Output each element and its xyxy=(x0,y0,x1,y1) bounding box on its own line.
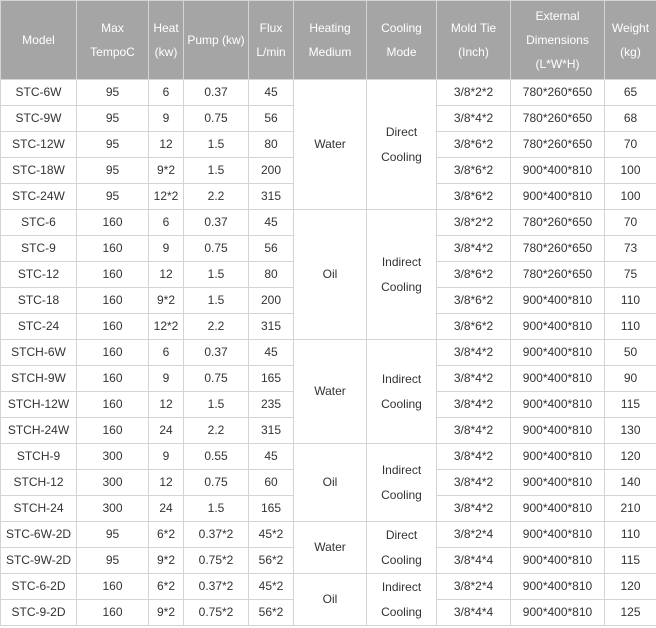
cell-pump: 0.37*2 xyxy=(184,574,249,600)
cell-weight: 130 xyxy=(605,418,656,444)
cell-mold-tie: 3/8*6*2 xyxy=(437,314,511,340)
header-label: Mold Tie xyxy=(450,21,497,35)
table-row xyxy=(1,210,656,236)
cell-mold-tie: 3/8*6*2 xyxy=(437,184,511,210)
heating-medium-label: Oil xyxy=(322,475,338,489)
cell-cooling-mode xyxy=(367,80,437,210)
cell-flux: 45 xyxy=(249,444,294,470)
cell-flux: 45 xyxy=(249,340,294,366)
cell-heat: 12 xyxy=(149,470,184,496)
cell-model: STC-6-2D xyxy=(1,574,77,600)
cell-max-temp: 160 xyxy=(77,392,149,418)
cell-heating-medium xyxy=(294,522,367,574)
cell-model: STC-18 xyxy=(1,288,77,314)
cell-pump: 2.2 xyxy=(184,184,249,210)
cell-external-dimensions: 900*400*810 xyxy=(511,392,605,418)
cell-mold-tie: 3/8*4*2 xyxy=(437,496,511,522)
cell-pump: 0.75 xyxy=(184,106,249,132)
cell-mold-tie: 3/8*4*4 xyxy=(437,548,511,574)
header-cooling-mode xyxy=(367,1,437,80)
cooling-mode-label: Cooling xyxy=(381,396,422,411)
cell-heat: 6 xyxy=(149,80,184,106)
cell-max-temp: 160 xyxy=(77,314,149,340)
header-label: (L*W*H) xyxy=(535,57,580,71)
cell-flux: 45*2 xyxy=(249,522,294,548)
cell-mold-tie: 3/8*4*2 xyxy=(437,392,511,418)
cell-model: STCH-12W xyxy=(1,392,77,418)
cell-model: STC-6W xyxy=(1,80,77,106)
cell-heat: 12 xyxy=(149,392,184,418)
header-label: (Inch) xyxy=(458,45,489,59)
cell-model: STCH-12 xyxy=(1,470,77,496)
cell-model: STC-24 xyxy=(1,314,77,340)
cell-external-dimensions: 900*400*810 xyxy=(511,184,605,210)
cell-weight: 100 xyxy=(605,158,656,184)
cell-model: STC-6W-2D xyxy=(1,522,77,548)
header-label: (kg) xyxy=(620,45,641,59)
cell-heat: 9*2 xyxy=(149,158,184,184)
cell-external-dimensions: 900*400*810 xyxy=(511,288,605,314)
header-max-temp xyxy=(77,1,149,80)
header-label: Flux xyxy=(259,21,283,35)
cell-heat: 6 xyxy=(149,210,184,236)
cell-weight: 100 xyxy=(605,184,656,210)
cell-heat: 9*2 xyxy=(149,548,184,574)
cell-max-temp: 160 xyxy=(77,210,149,236)
cell-external-dimensions: 900*400*810 xyxy=(511,600,605,626)
cell-weight: 50 xyxy=(605,340,656,366)
cell-mold-tie: 3/8*4*2 xyxy=(437,236,511,262)
heating-medium-label: Water xyxy=(314,384,346,398)
cooling-mode-label: Indirect xyxy=(381,371,422,386)
cell-external-dimensions: 900*400*810 xyxy=(511,470,605,496)
cell-max-temp: 160 xyxy=(77,262,149,288)
header-model xyxy=(1,1,77,80)
cell-flux: 45 xyxy=(249,210,294,236)
cell-heat: 12 xyxy=(149,262,184,288)
cooling-mode-label: Direct xyxy=(385,124,418,139)
cell-cooling-mode xyxy=(367,522,437,574)
cell-pump: 1.5 xyxy=(184,288,249,314)
header-heat xyxy=(149,1,184,80)
cell-heat: 6*2 xyxy=(149,574,184,600)
cell-pump: 0.55 xyxy=(184,444,249,470)
cell-pump: 0.75 xyxy=(184,470,249,496)
cell-model: STC-9-2D xyxy=(1,600,77,626)
cell-pump: 1.5 xyxy=(184,132,249,158)
header-flux xyxy=(249,1,294,80)
cell-model: STC-9 xyxy=(1,236,77,262)
header-label: TempoC xyxy=(90,45,135,59)
header-label: Model xyxy=(22,33,55,47)
cell-cooling-mode xyxy=(367,574,437,626)
table-row xyxy=(1,522,656,548)
cell-heat: 12 xyxy=(149,132,184,158)
header-label: External xyxy=(535,9,580,23)
cell-weight: 120 xyxy=(605,444,656,470)
cell-mold-tie: 3/8*4*2 xyxy=(437,340,511,366)
cell-max-temp: 160 xyxy=(77,418,149,444)
header-label: (kw) xyxy=(154,45,178,59)
cooling-mode-label: Indirect xyxy=(381,579,422,594)
cell-pump: 0.37 xyxy=(184,210,249,236)
cell-mold-tie: 3/8*4*4 xyxy=(437,600,511,626)
cell-heat: 6*2 xyxy=(149,522,184,548)
cell-mold-tie: 3/8*6*2 xyxy=(437,132,511,158)
table-row xyxy=(1,340,656,366)
cell-mold-tie: 3/8*6*2 xyxy=(437,262,511,288)
heating-medium-label: Water xyxy=(314,137,346,151)
cell-heating-medium xyxy=(294,340,367,444)
cell-pump: 2.2 xyxy=(184,418,249,444)
cell-model: STC-18W xyxy=(1,158,77,184)
cell-flux: 200 xyxy=(249,288,294,314)
cell-model: STC-9W xyxy=(1,106,77,132)
header-label: Heating xyxy=(309,21,351,35)
cell-mold-tie: 3/8*4*2 xyxy=(437,444,511,470)
cell-external-dimensions: 780*260*650 xyxy=(511,236,605,262)
cell-cooling-mode xyxy=(367,210,437,340)
cell-pump: 0.75*2 xyxy=(184,600,249,626)
cell-heat: 9 xyxy=(149,366,184,392)
cell-pump: 1.5 xyxy=(184,496,249,522)
cell-weight: 65 xyxy=(605,80,656,106)
cell-max-temp: 95 xyxy=(77,184,149,210)
cell-flux: 56*2 xyxy=(249,548,294,574)
cell-heating-medium xyxy=(294,80,367,210)
header-row xyxy=(1,1,656,80)
cell-model: STCH-24 xyxy=(1,496,77,522)
cooling-mode-label: Cooling xyxy=(381,552,422,567)
cell-external-dimensions: 900*400*810 xyxy=(511,158,605,184)
cell-weight: 120 xyxy=(605,574,656,600)
header-label: L/min xyxy=(256,45,286,59)
cell-external-dimensions: 900*400*810 xyxy=(511,522,605,548)
cell-model: STCH-9W xyxy=(1,366,77,392)
cell-weight: 73 xyxy=(605,236,656,262)
header-heating-medium xyxy=(294,1,367,80)
cell-heating-medium xyxy=(294,210,367,340)
cell-max-temp: 95 xyxy=(77,158,149,184)
cell-external-dimensions: 780*260*650 xyxy=(511,80,605,106)
cell-pump: 0.37 xyxy=(184,340,249,366)
heating-medium-label: Oil xyxy=(322,592,338,606)
cell-flux: 200 xyxy=(249,158,294,184)
cell-max-temp: 300 xyxy=(77,444,149,470)
cell-weight: 110 xyxy=(605,522,656,548)
cell-weight: 70 xyxy=(605,132,656,158)
heating-medium-label: Water xyxy=(314,540,346,554)
cell-flux: 56*2 xyxy=(249,600,294,626)
cell-weight: 90 xyxy=(605,366,656,392)
header-external-dimensions xyxy=(511,1,605,80)
cell-pump: 1.5 xyxy=(184,262,249,288)
cell-flux: 80 xyxy=(249,262,294,288)
cell-max-temp: 95 xyxy=(77,106,149,132)
cell-flux: 56 xyxy=(249,106,294,132)
cell-pump: 0.75 xyxy=(184,366,249,392)
cell-weight: 210 xyxy=(605,496,656,522)
cell-model: STCH-9 xyxy=(1,444,77,470)
cell-heat: 9*2 xyxy=(149,600,184,626)
cell-external-dimensions: 900*400*810 xyxy=(511,418,605,444)
cell-model: STC-24W xyxy=(1,184,77,210)
cell-external-dimensions: 780*260*650 xyxy=(511,262,605,288)
header-label: Max xyxy=(101,21,124,35)
cell-max-temp: 160 xyxy=(77,366,149,392)
header-label: Cooling xyxy=(381,21,422,35)
cell-model: STC-9W-2D xyxy=(1,548,77,574)
header-label: Heat xyxy=(153,21,179,35)
cell-max-temp: 95 xyxy=(77,80,149,106)
cell-model: STC-12 xyxy=(1,262,77,288)
cell-heat: 12*2 xyxy=(149,184,184,210)
cell-pump: 0.37 xyxy=(184,80,249,106)
cell-max-temp: 95 xyxy=(77,548,149,574)
cell-pump: 0.37*2 xyxy=(184,522,249,548)
cooling-mode-label: Cooling xyxy=(381,604,422,619)
cell-flux: 235 xyxy=(249,392,294,418)
cell-mold-tie: 3/8*2*2 xyxy=(437,80,511,106)
cell-heat: 9*2 xyxy=(149,288,184,314)
cell-weight: 115 xyxy=(605,392,656,418)
cell-external-dimensions: 780*260*650 xyxy=(511,210,605,236)
cell-pump: 2.2 xyxy=(184,314,249,340)
cell-weight: 115 xyxy=(605,548,656,574)
cell-mold-tie: 3/8*2*4 xyxy=(437,522,511,548)
cell-flux: 315 xyxy=(249,184,294,210)
cell-weight: 75 xyxy=(605,262,656,288)
cell-max-temp: 95 xyxy=(77,522,149,548)
header-label: Weight xyxy=(611,21,650,35)
header-pump xyxy=(184,1,249,80)
cell-mold-tie: 3/8*2*4 xyxy=(437,574,511,600)
cell-flux: 165 xyxy=(249,496,294,522)
cell-model: STCH-24W xyxy=(1,418,77,444)
table-row xyxy=(1,574,656,600)
cell-model: STCH-6W xyxy=(1,340,77,366)
table-row xyxy=(1,444,656,470)
cell-external-dimensions: 900*400*810 xyxy=(511,496,605,522)
header-label: Dimensions xyxy=(526,33,589,47)
cell-external-dimensions: 900*400*810 xyxy=(511,548,605,574)
cell-mold-tie: 3/8*4*2 xyxy=(437,106,511,132)
cooling-mode-label: Direct xyxy=(385,527,418,542)
cell-model: STC-12W xyxy=(1,132,77,158)
cell-max-temp: 300 xyxy=(77,496,149,522)
cell-pump: 0.75 xyxy=(184,236,249,262)
cell-heat: 9 xyxy=(149,236,184,262)
cell-max-temp: 95 xyxy=(77,132,149,158)
cell-weight: 68 xyxy=(605,106,656,132)
cell-external-dimensions: 780*260*650 xyxy=(511,132,605,158)
cell-external-dimensions: 780*260*650 xyxy=(511,106,605,132)
cell-external-dimensions: 900*400*810 xyxy=(511,574,605,600)
cell-flux: 315 xyxy=(249,314,294,340)
table-row xyxy=(1,80,656,106)
cell-mold-tie: 3/8*4*2 xyxy=(437,366,511,392)
cell-flux: 165 xyxy=(249,366,294,392)
cooling-mode-label: Indirect xyxy=(381,254,422,269)
cell-heat: 24 xyxy=(149,496,184,522)
cell-heat: 6 xyxy=(149,340,184,366)
cell-heat: 9 xyxy=(149,444,184,470)
cell-heat: 24 xyxy=(149,418,184,444)
cell-mold-tie: 3/8*6*2 xyxy=(437,158,511,184)
cell-flux: 56 xyxy=(249,236,294,262)
cell-flux: 45 xyxy=(249,80,294,106)
cell-pump: 1.5 xyxy=(184,158,249,184)
cell-max-temp: 160 xyxy=(77,340,149,366)
cell-weight: 70 xyxy=(605,210,656,236)
header-weight xyxy=(605,1,656,80)
cell-heating-medium xyxy=(294,444,367,522)
heating-medium-label: Oil xyxy=(322,267,338,281)
cell-flux: 45*2 xyxy=(249,574,294,600)
header-label: Pump (kw) xyxy=(187,33,245,47)
header-mold-tie xyxy=(437,1,511,80)
cell-max-temp: 160 xyxy=(77,600,149,626)
cooling-mode-label: Cooling xyxy=(381,279,422,294)
cell-weight: 125 xyxy=(605,600,656,626)
cell-heat: 9 xyxy=(149,106,184,132)
cell-max-temp: 160 xyxy=(77,236,149,262)
header-label: Mode xyxy=(386,45,417,59)
cell-mold-tie: 3/8*4*2 xyxy=(437,418,511,444)
cell-heat: 12*2 xyxy=(149,314,184,340)
cell-external-dimensions: 900*400*810 xyxy=(511,314,605,340)
cell-flux: 60 xyxy=(249,470,294,496)
cell-heating-medium xyxy=(294,574,367,626)
cell-pump: 0.75*2 xyxy=(184,548,249,574)
cell-mold-tie: 3/8*2*2 xyxy=(437,210,511,236)
cell-max-temp: 300 xyxy=(77,470,149,496)
cell-max-temp: 160 xyxy=(77,288,149,314)
cell-external-dimensions: 900*400*810 xyxy=(511,444,605,470)
header-label: Medium xyxy=(308,45,352,59)
cell-flux: 315 xyxy=(249,418,294,444)
cell-cooling-mode xyxy=(367,444,437,522)
cell-external-dimensions: 900*400*810 xyxy=(511,366,605,392)
cell-weight: 110 xyxy=(605,288,656,314)
cell-pump: 1.5 xyxy=(184,392,249,418)
cell-cooling-mode xyxy=(367,340,437,444)
cooling-mode-label: Cooling xyxy=(381,487,422,502)
cell-model: STC-6 xyxy=(1,210,77,236)
cooling-mode-label: Indirect xyxy=(381,462,422,477)
cell-max-temp: 160 xyxy=(77,574,149,600)
cell-mold-tie: 3/8*6*2 xyxy=(437,288,511,314)
cell-external-dimensions: 900*400*810 xyxy=(511,340,605,366)
cell-flux: 80 xyxy=(249,132,294,158)
cell-weight: 110 xyxy=(605,314,656,340)
cell-weight: 140 xyxy=(605,470,656,496)
cooling-mode-label: Cooling xyxy=(381,149,422,164)
table-body xyxy=(1,80,656,626)
cell-mold-tie: 3/8*4*2 xyxy=(437,470,511,496)
